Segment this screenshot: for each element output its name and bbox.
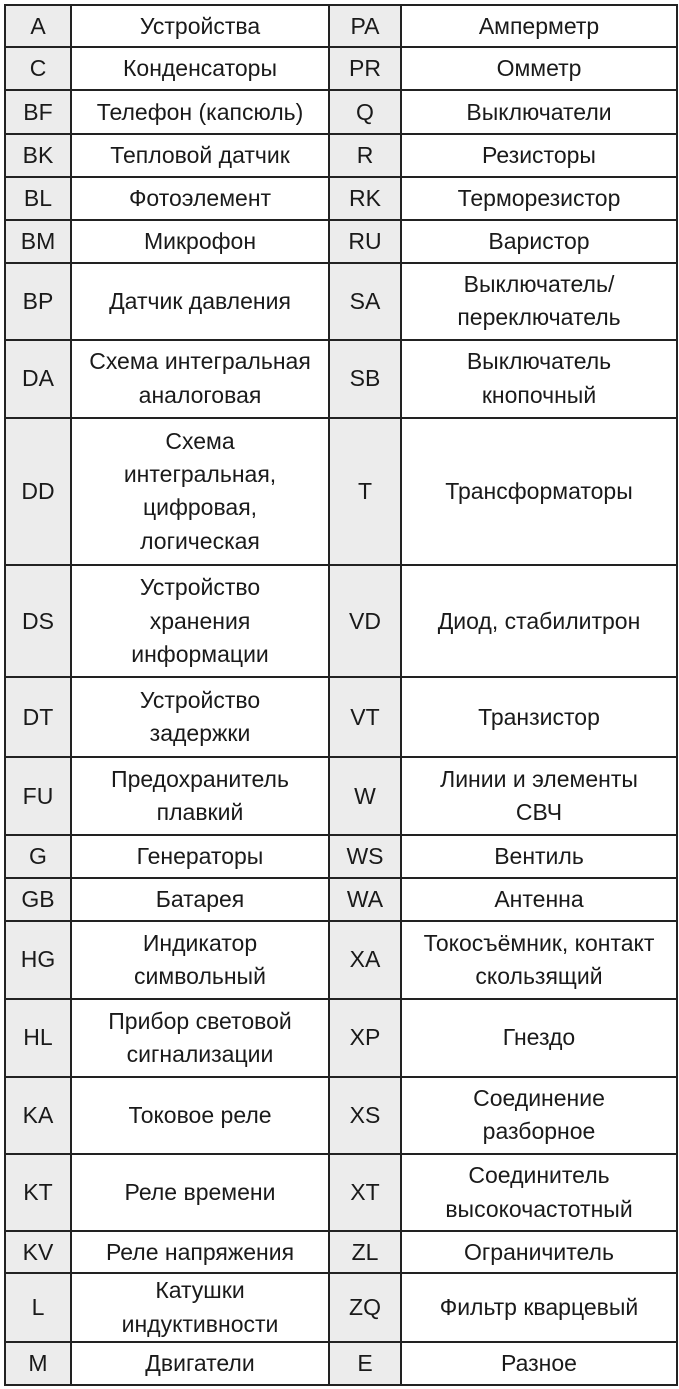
- right-code-cell: VD: [329, 565, 401, 677]
- right-code-cell: T: [329, 418, 401, 566]
- right-code-cell: E: [329, 1342, 401, 1385]
- left-name-cell: Реле напряжения: [71, 1231, 329, 1272]
- right-name-cell: Трансформаторы: [401, 418, 677, 566]
- table-row: [5, 340, 677, 418]
- table-row: [5, 47, 677, 89]
- right-code-cell: SA: [329, 263, 401, 340]
- table-row: [5, 1231, 677, 1272]
- left-code-cell: DD: [5, 418, 71, 566]
- left-code-cell: BL: [5, 177, 71, 220]
- right-code-cell: Q: [329, 90, 401, 134]
- right-code-cell: SB: [329, 340, 401, 418]
- table-row: [5, 835, 677, 877]
- left-name-cell: Схема интегральная, цифровая, логическая: [71, 418, 329, 566]
- left-name-cell: Катушки индуктивности: [71, 1273, 329, 1342]
- table-row: [5, 220, 677, 262]
- right-code-cell: RU: [329, 220, 401, 262]
- right-code-cell: PA: [329, 5, 401, 47]
- right-name-cell: Резисторы: [401, 134, 677, 176]
- right-code-cell: VT: [329, 677, 401, 757]
- left-code-cell: BM: [5, 220, 71, 262]
- left-name-cell: Тепловой датчик: [71, 134, 329, 176]
- left-code-cell: GB: [5, 878, 71, 921]
- right-code-cell: XT: [329, 1154, 401, 1232]
- left-name-cell: Предохранитель плавкий: [71, 757, 329, 835]
- right-name-cell: Транзистор: [401, 677, 677, 757]
- right-name-cell: Выключатели: [401, 90, 677, 134]
- right-name-cell: Омметр: [401, 47, 677, 89]
- right-code-cell: RK: [329, 177, 401, 220]
- right-name-cell: Вентиль: [401, 835, 677, 877]
- left-code-cell: L: [5, 1273, 71, 1342]
- right-name-cell: Токосъёмник, контакт скользящий: [401, 921, 677, 999]
- left-name-cell: Реле времени: [71, 1154, 329, 1232]
- left-name-cell: Конденсаторы: [71, 47, 329, 89]
- right-code-cell: W: [329, 757, 401, 835]
- table-row: [5, 418, 677, 566]
- designation-table: [4, 4, 678, 1386]
- left-code-cell: KV: [5, 1231, 71, 1272]
- left-name-cell: Датчик давления: [71, 263, 329, 340]
- left-code-cell: DT: [5, 677, 71, 757]
- left-name-cell: Токовое реле: [71, 1077, 329, 1154]
- right-code-cell: XA: [329, 921, 401, 999]
- left-name-cell: Генераторы: [71, 835, 329, 877]
- table-row: [5, 757, 677, 835]
- right-name-cell: Фильтр кварцевый: [401, 1273, 677, 1342]
- table-row: [5, 677, 677, 757]
- right-name-cell: Антенна: [401, 878, 677, 921]
- table-row: [5, 1077, 677, 1154]
- right-name-cell: Ограничитель: [401, 1231, 677, 1272]
- right-code-cell: WS: [329, 835, 401, 877]
- left-name-cell: Устройство задержки: [71, 677, 329, 757]
- right-name-cell: Соединитель высокочастотный: [401, 1154, 677, 1232]
- left-code-cell: KT: [5, 1154, 71, 1232]
- right-code-cell: R: [329, 134, 401, 176]
- left-name-cell: Микрофон: [71, 220, 329, 262]
- left-code-cell: DS: [5, 565, 71, 677]
- right-code-cell: XS: [329, 1077, 401, 1154]
- left-code-cell: HL: [5, 999, 71, 1077]
- right-code-cell: WA: [329, 878, 401, 921]
- left-code-cell: M: [5, 1342, 71, 1385]
- right-code-cell: XP: [329, 999, 401, 1077]
- right-name-cell: Разное: [401, 1342, 677, 1385]
- left-code-cell: HG: [5, 921, 71, 999]
- left-code-cell: DA: [5, 340, 71, 418]
- table-row: [5, 134, 677, 176]
- table-row: [5, 565, 677, 677]
- right-name-cell: Варистор: [401, 220, 677, 262]
- right-name-cell: Линии и элементы СВЧ: [401, 757, 677, 835]
- right-name-cell: Гнездо: [401, 999, 677, 1077]
- table-row: [5, 263, 677, 340]
- left-code-cell: BP: [5, 263, 71, 340]
- left-name-cell: Схема интегральная аналоговая: [71, 340, 329, 418]
- right-name-cell: Диод, стабилитрон: [401, 565, 677, 677]
- left-name-cell: Фотоэлемент: [71, 177, 329, 220]
- right-name-cell: Амперметр: [401, 5, 677, 47]
- table-row: [5, 5, 677, 47]
- table-row: [5, 177, 677, 220]
- left-name-cell: Устройства: [71, 5, 329, 47]
- table-row: [5, 878, 677, 921]
- right-name-cell: Соединение разборное: [401, 1077, 677, 1154]
- left-name-cell: Батарея: [71, 878, 329, 921]
- table-row: [5, 1154, 677, 1232]
- left-name-cell: Устройство хранения информации: [71, 565, 329, 677]
- table-row: [5, 90, 677, 134]
- left-name-cell: Телефон (капсюль): [71, 90, 329, 134]
- right-code-cell: PR: [329, 47, 401, 89]
- right-name-cell: Терморезистор: [401, 177, 677, 220]
- right-name-cell: Выключатель кнопочный: [401, 340, 677, 418]
- right-code-cell: ZL: [329, 1231, 401, 1272]
- left-code-cell: G: [5, 835, 71, 877]
- right-code-cell: ZQ: [329, 1273, 401, 1342]
- left-code-cell: FU: [5, 757, 71, 835]
- table-row: [5, 1342, 677, 1385]
- left-code-cell: BF: [5, 90, 71, 134]
- table-body: [5, 5, 677, 1385]
- left-code-cell: A: [5, 5, 71, 47]
- left-name-cell: Прибор световой сигнализации: [71, 999, 329, 1077]
- left-code-cell: BK: [5, 134, 71, 176]
- left-code-cell: C: [5, 47, 71, 89]
- right-name-cell: Выключатель/ переключатель: [401, 263, 677, 340]
- table-row: [5, 999, 677, 1077]
- table-row: [5, 1273, 677, 1342]
- left-code-cell: KA: [5, 1077, 71, 1154]
- left-name-cell: Двигатели: [71, 1342, 329, 1385]
- left-name-cell: Индикатор символьный: [71, 921, 329, 999]
- table-row: [5, 921, 677, 999]
